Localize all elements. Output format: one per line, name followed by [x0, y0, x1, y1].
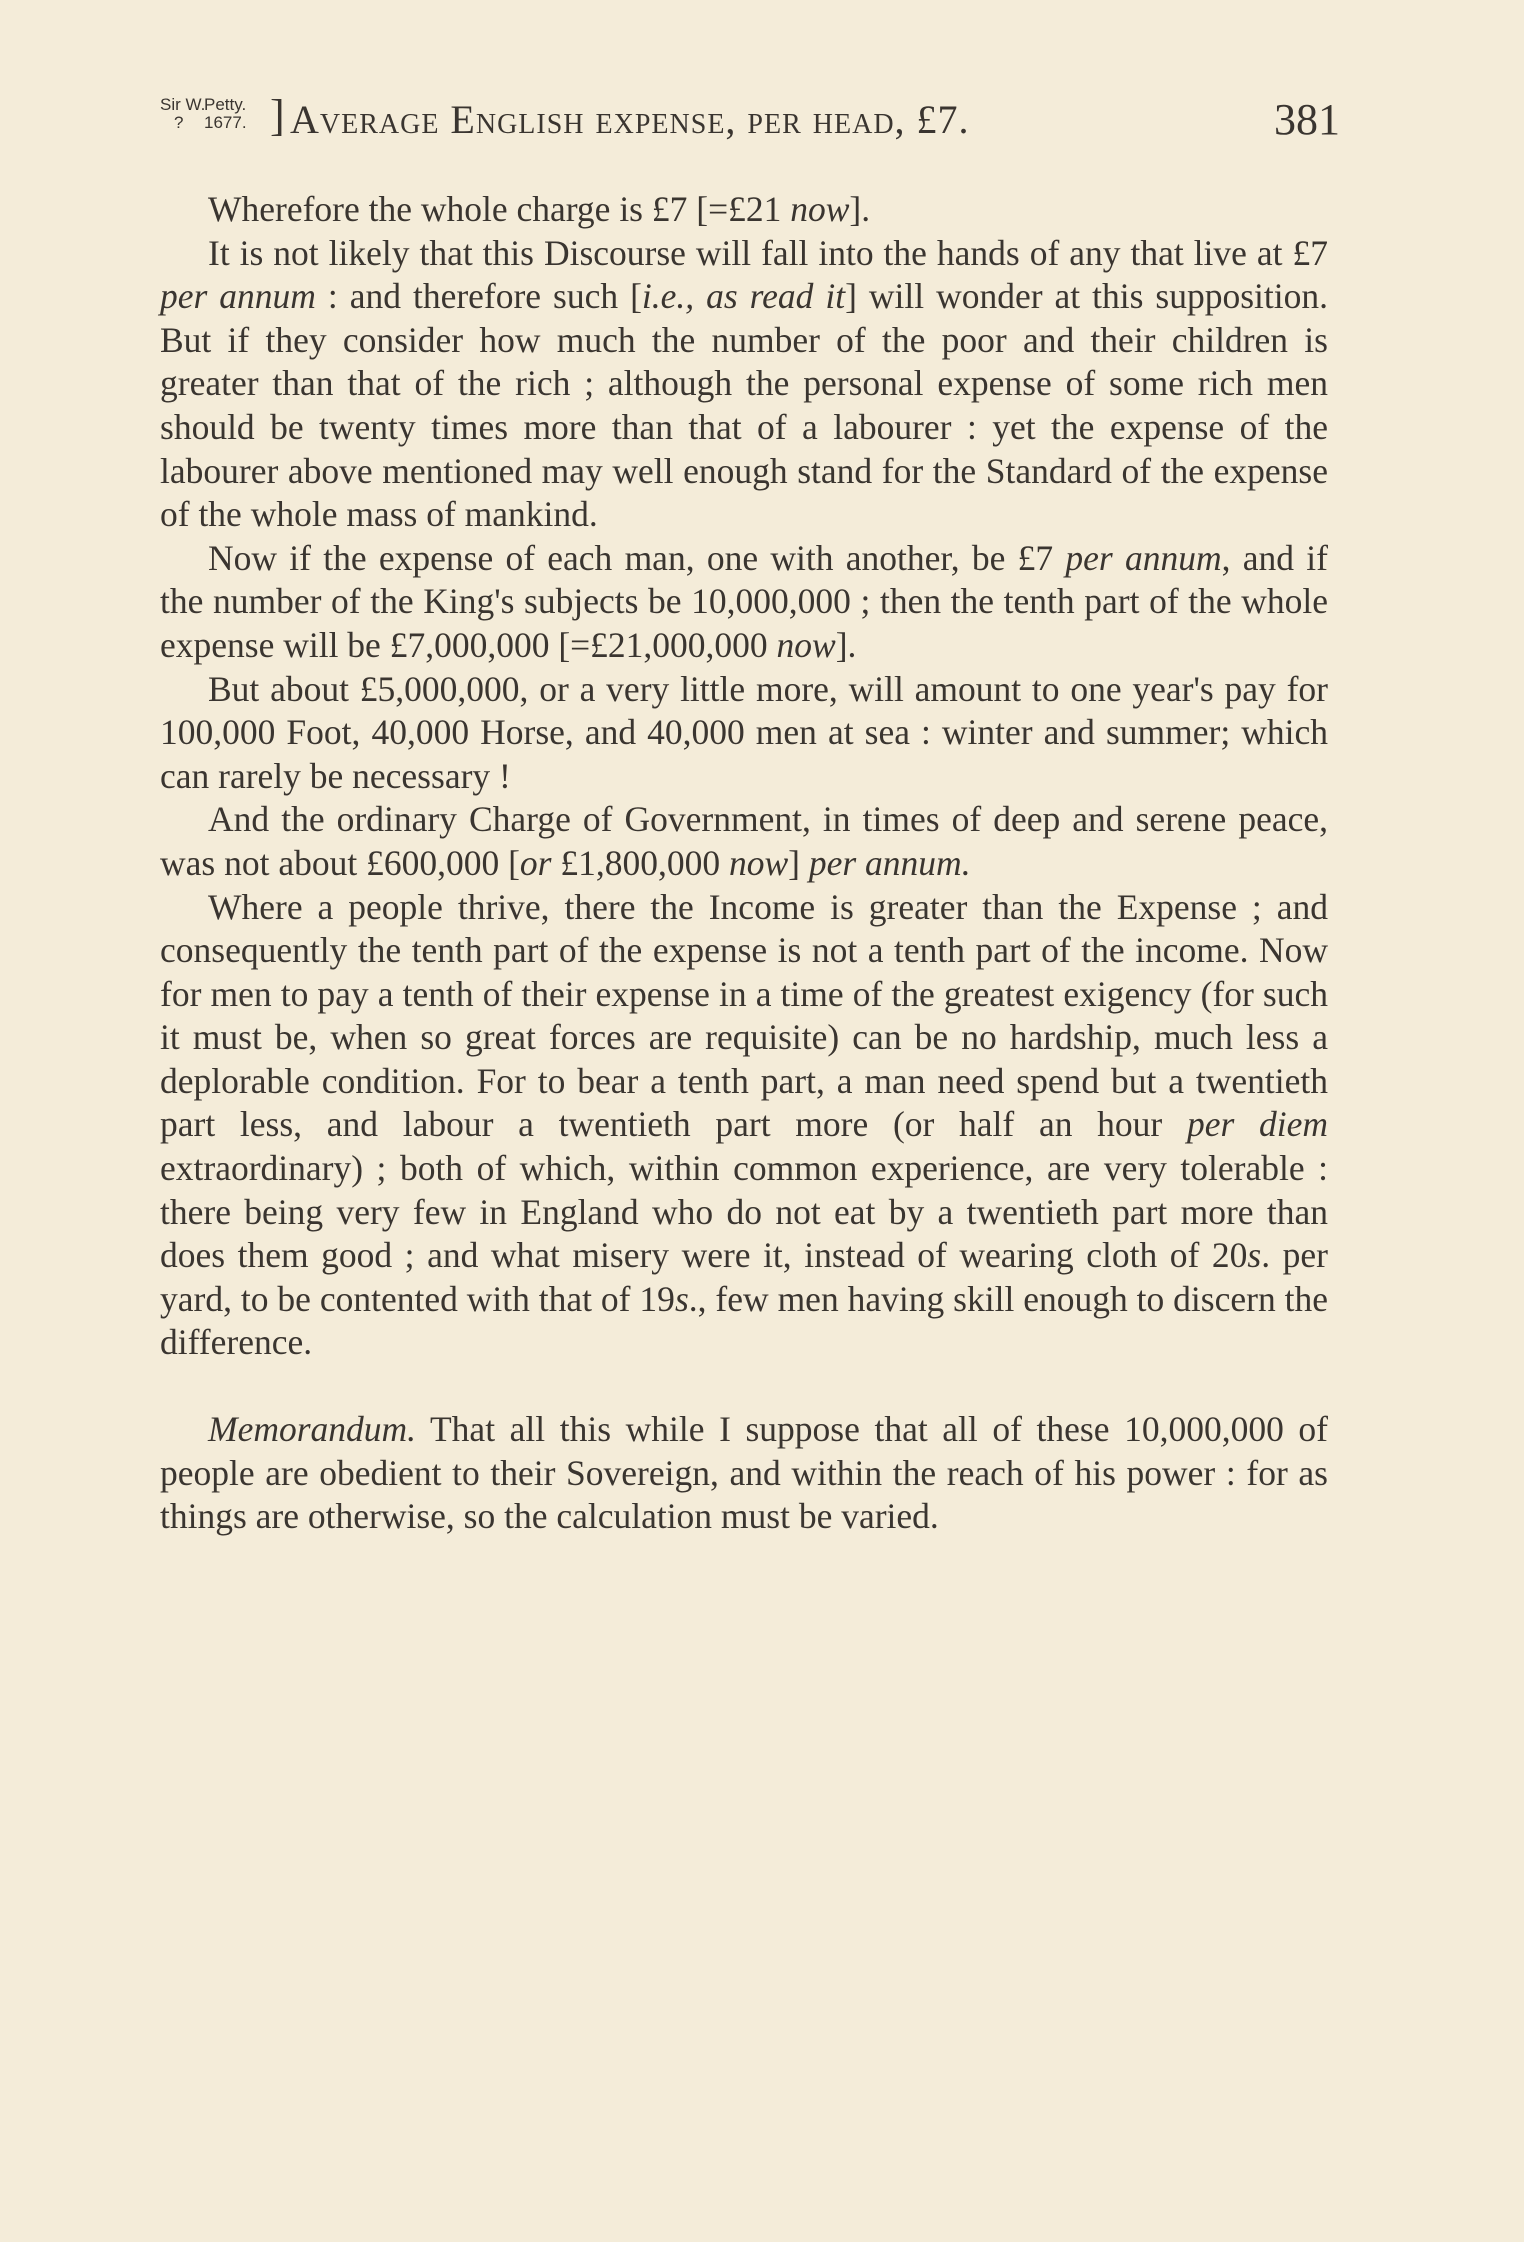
- side-note-name: Petty.: [204, 95, 247, 114]
- side-note-query: ?: [174, 113, 184, 132]
- paragraph: Wherefore the whole charge is £7 [=£21 now].: [208, 189, 871, 229]
- body-text: [160, 188, 1328, 1539]
- running-header: [160, 92, 1340, 152]
- side-note-author: Sir W.: [160, 95, 206, 114]
- paragraph: And the ordinary Charge of Government, in times of deep and serene peace, was not about £600,000 [or £1,800,000 now] per annum.: [160, 799, 1328, 883]
- page-number: 381: [1274, 95, 1340, 144]
- paragraph: Now if the expense of each man, one with another, be £7 per annum, and if the number of the King's subjects be 10,000,000 ; then the tenth part of the whole expense will be £7,000,000 [=£21,000,000 now].: [160, 537, 1328, 665]
- paragraph: It is not likely that this Discourse will fall into the hands of any that live at £7 per annum : and therefore such [i.e., as read it] will wonder at this supposition. But if they consider how much the number of the poor and their children is greater than that of the rich ; although the personal expense of some rich men should be twenty times more than that of a labourer : yet the expense of the labourer above mentioned may well enough stand for the Standard of the expense of the whole mass of mankind.: [160, 232, 1328, 535]
- memorandum-paragraph: Memorandum. That all this while I suppose that all of these 10,000,000 of people are obedient to their Sovereign, and within the reach of his power : for as things are otherwise, so the calculation must be varied.: [160, 1409, 1328, 1537]
- header-bracket: ]: [270, 91, 285, 140]
- side-note-year: 1677.: [204, 113, 247, 132]
- page-title: Average English expense, per head, £7.: [290, 97, 970, 142]
- paragraph: Where a people thrive, there the Income is greater than the Expense ; and consequently the tenth part of the expense is not a tenth part of the income. Now for men to pay a tenth of their expense in a time of the greatest exigency (for such it must be, when so great forces are requisite) can be no hardship, much less a deplorable condition. For to bear a tenth part, a man need spend but a twentieth part less, and labour a twentieth part more (or half an hour per diem extraordinary) ; both of which, within common experience, are very tolerable : there being very few in England who do not eat by a twentieth part more than does them good ; and what misery were it, instead of wearing cloth of 20s. per yard, to be contented with that of 19s., few men having skill enough to discern the difference.: [160, 886, 1328, 1363]
- paragraph: But about £5,000,000, or a very little more, will amount to one year's pay for 100,000 Foot, 40,000 Horse, and 40,000 men at sea : winter and summer; which can rarely be necessary !: [160, 668, 1328, 796]
